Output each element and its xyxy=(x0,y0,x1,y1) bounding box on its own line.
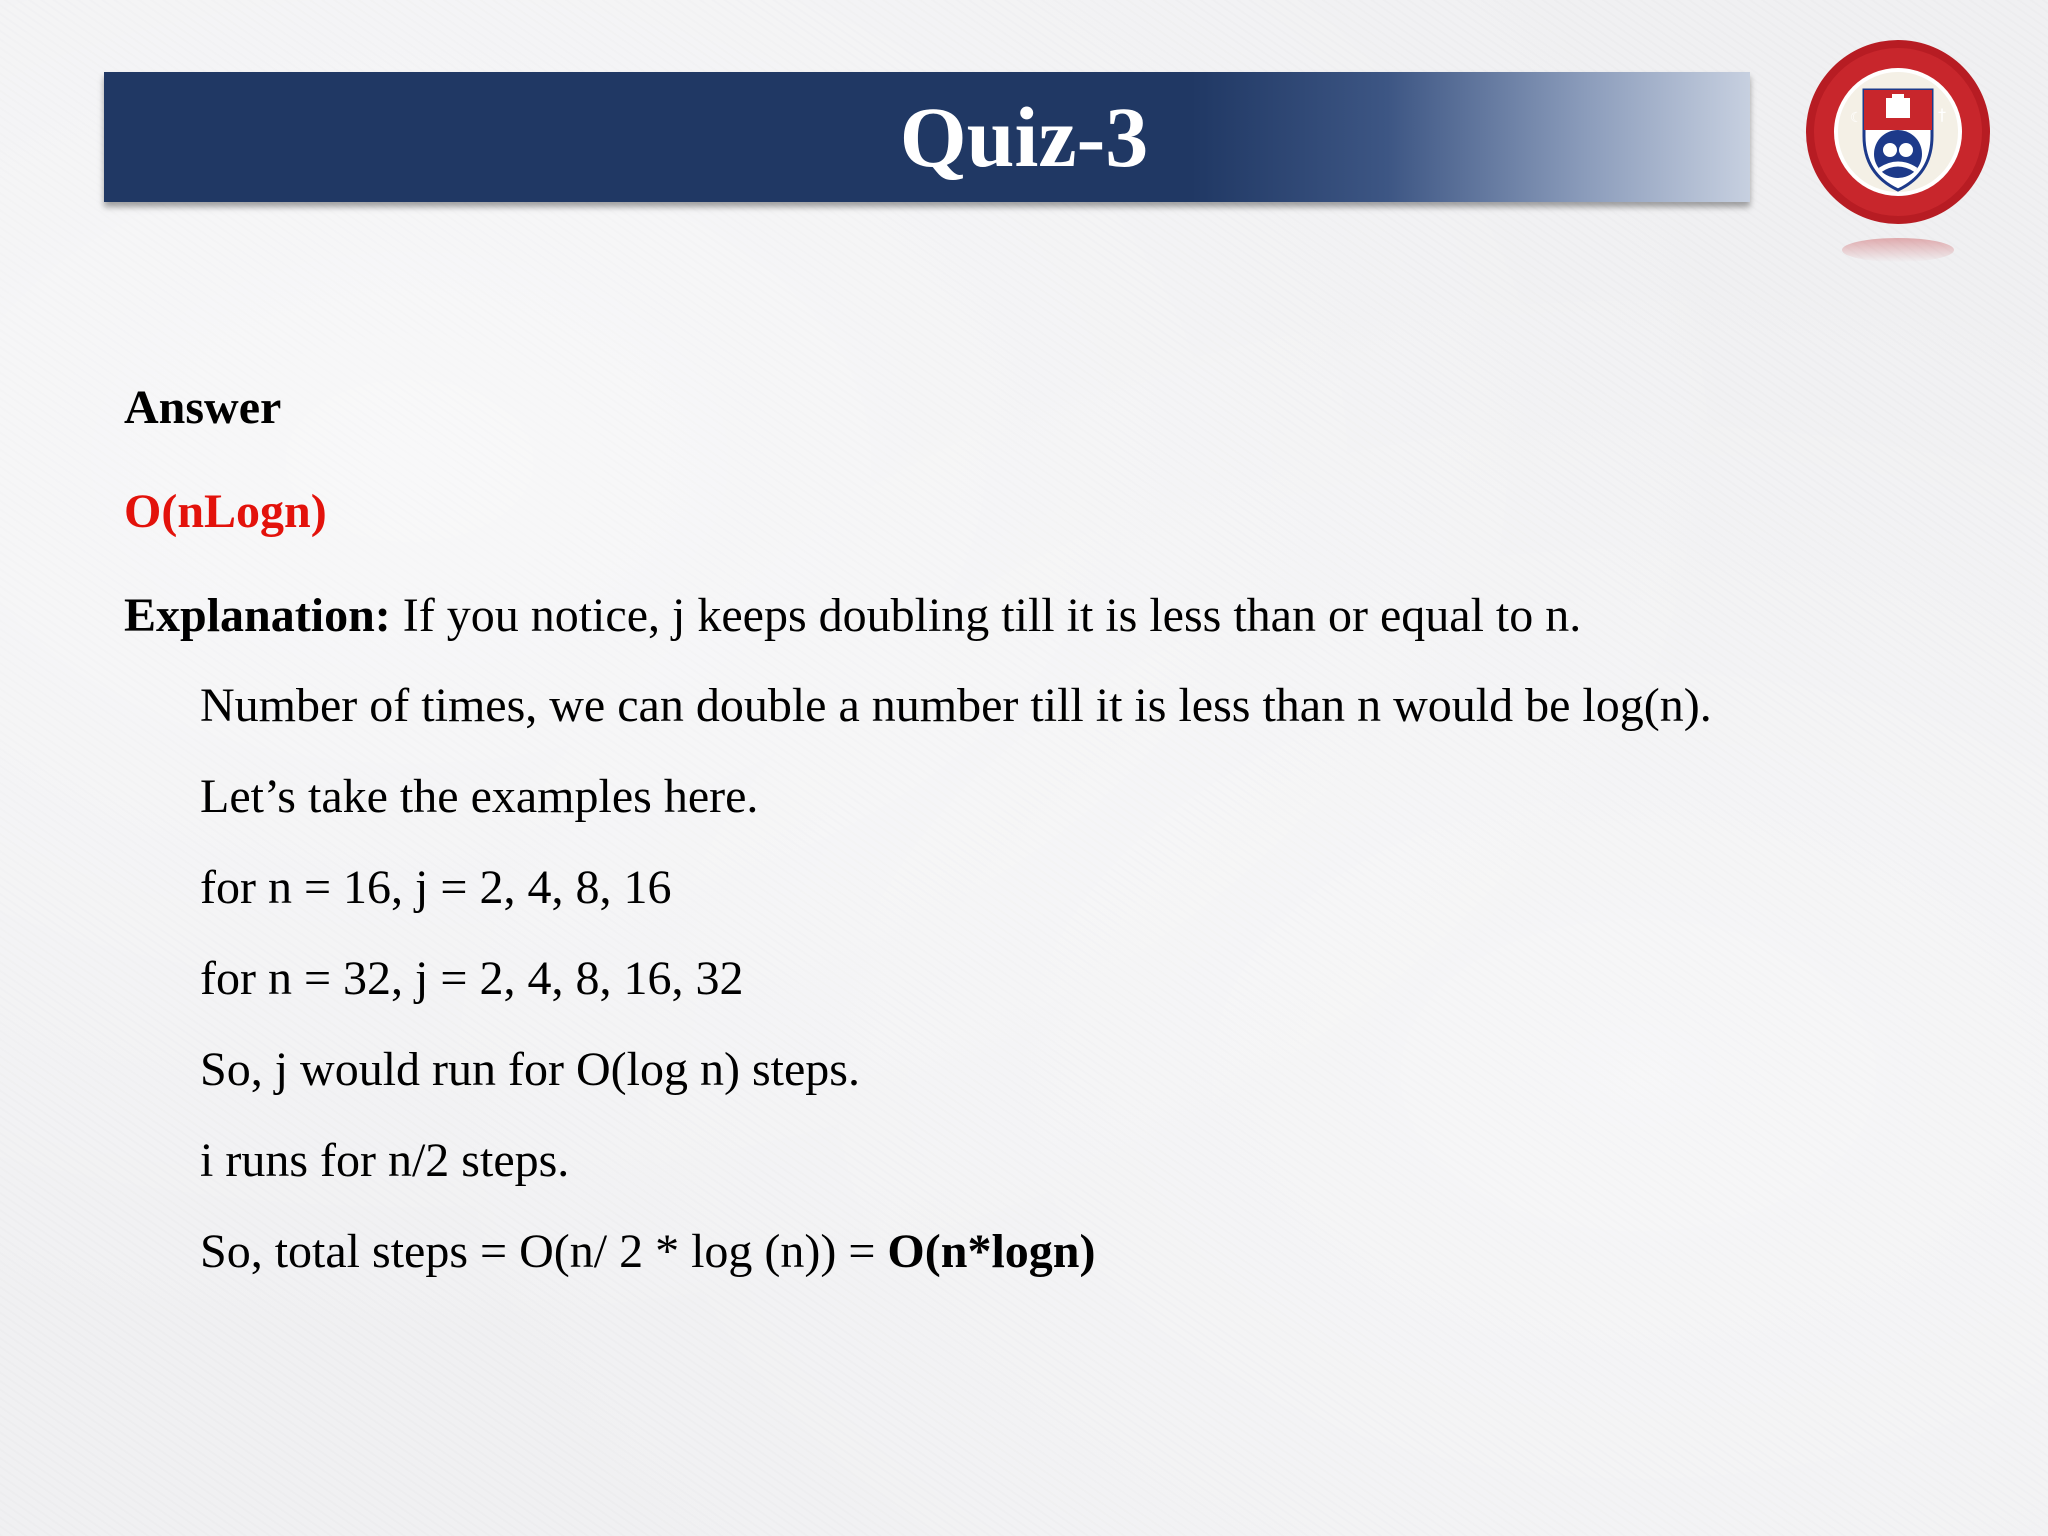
slide-title: Quiz-3 xyxy=(899,89,1149,185)
explanation-line-6: i runs for n/2 steps. xyxy=(200,1134,570,1187)
explanation-text: If you notice, j keeps doubling till it is less than or equal to n. xyxy=(390,589,1582,642)
final-line-result: O(n*logn) xyxy=(887,1225,1096,1278)
explanation-lines xyxy=(200,678,2000,1315)
explanation-line-5: So, j would run for O(log n) steps. xyxy=(200,1043,860,1096)
explanation-label: Explanation: xyxy=(124,589,391,642)
explanation-line-3: for n = 16, j = 2, 4, 8, 16 xyxy=(200,861,672,914)
svg-text:☾: ☾ xyxy=(1850,110,1863,126)
final-line xyxy=(200,1224,2000,1315)
answer-label: Answer xyxy=(124,381,282,434)
explanation-line-4: for n = 32, j = 2, 4, 8, 16, 32 xyxy=(200,952,744,1005)
answer-value: O(nLogn) xyxy=(124,485,327,538)
explanation-line-2: Let’s take the examples here. xyxy=(200,770,759,823)
explanation-line-1: Number of times, we can double a number till it is less than n would be log(n). xyxy=(200,679,1712,732)
explanation-line xyxy=(124,588,1581,643)
svg-text:†: † xyxy=(1938,105,1946,124)
college-seal-icon xyxy=(1788,24,2008,264)
final-line-prefix: So, total steps = O(n/ 2 * log (n)) = xyxy=(200,1225,888,1278)
